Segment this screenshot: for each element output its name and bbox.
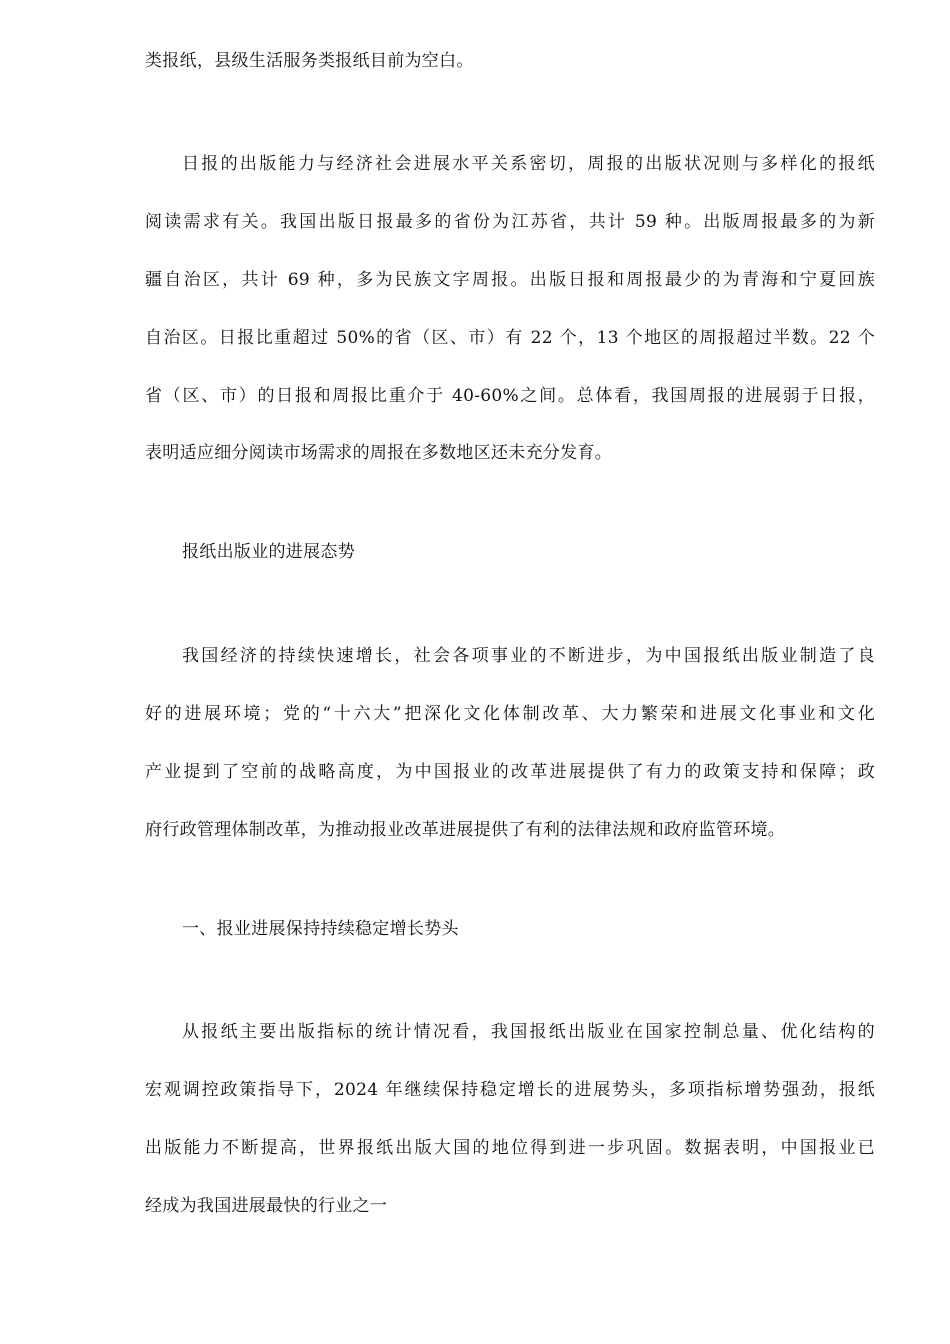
paragraph-line: 产业提到了空前的战略高度，为中国报业的改革进展提供了有力的政策支持和保障；政 — [145, 762, 875, 782]
section-heading: 报纸出版业的进展态势 — [182, 542, 355, 562]
paragraph-line: 府行政管理体制改革，为推动报业改革进展提供了有利的法律法规和政府监管环境。 — [145, 820, 786, 840]
paragraph-line: 日报的出版能力与经济社会进展水平关系密切，周报的出版状况则与多样化的报纸 — [182, 154, 875, 174]
paragraph-line: 自治区。日报比重超过 50%的省（区、市）有 22 个，13 个地区的周报超过半数。22 个 — [145, 328, 875, 348]
paragraph-line: 阅读需求有关。我国出版日报最多的省份为江苏省，共计 59 种。出版周报最多的为新 — [145, 212, 875, 232]
paragraph-line: 经成为我国进展最快的行业之一 — [145, 1196, 388, 1216]
section-heading: 一、报业进展保持持续稳定增长势头 — [182, 919, 459, 939]
paragraph-line: 从报纸主要出版指标的统计情况看，我国报纸出版业在国家控制总量、优化结构的 — [182, 1022, 875, 1042]
paragraph-line: 疆自治区，共计 69 种，多为民族文字周报。出版日报和周报最少的为青海和宁夏回族 — [145, 270, 875, 290]
paragraph-line: 类报纸，县级生活服务类报纸目前为空白。 — [145, 51, 474, 71]
paragraph-line: 好的进展环境；党的“十六大”把深化文化体制改革、大力繁荣和进展文化事业和文化 — [145, 704, 875, 724]
paragraph-line: 表明适应细分阅读市场需求的周报在多数地区还未充分发育。 — [145, 443, 613, 463]
paragraph-line: 出版能力不断提高，世界报纸出版大国的地位得到进一步巩固。数据表明，中国报业已 — [145, 1138, 875, 1158]
paragraph-line: 宏观调控政策指导下，2024 年继续保持稳定增长的进展势头，多项指标增势强劲，报纸 — [145, 1080, 875, 1100]
paragraph-line: 省（区、市）的日报和周报比重介于 40-60%之间。总体看，我国周报的进展弱于日报， — [145, 386, 875, 406]
paragraph-line: 我国经济的持续快速增长，社会各项事业的不断进步，为中国报纸出版业制造了良 — [182, 646, 875, 666]
